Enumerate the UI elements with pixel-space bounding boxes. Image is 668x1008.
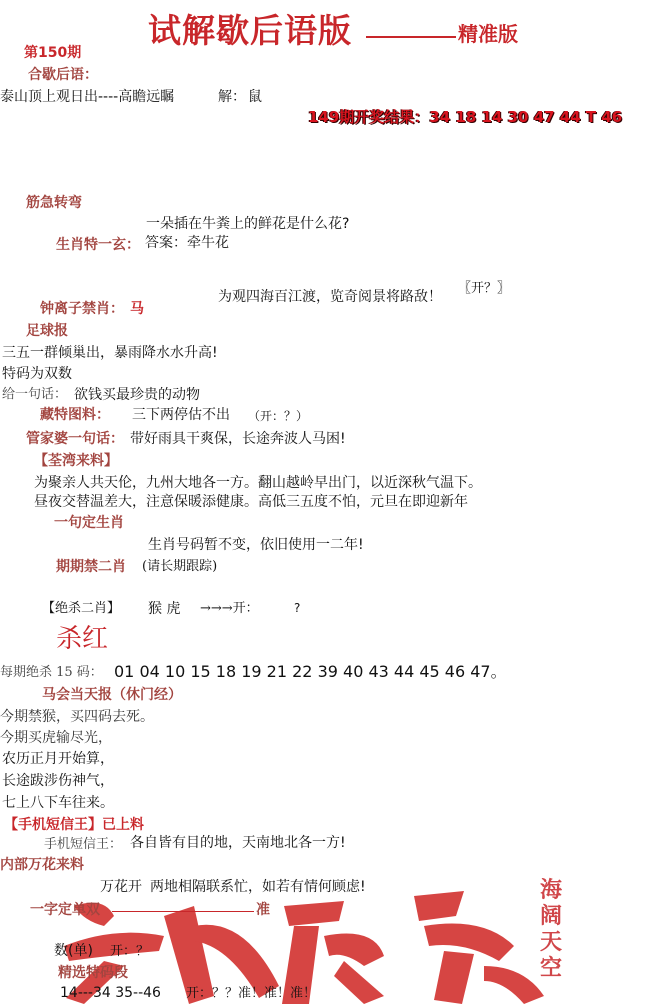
mahui-line: 长途跋涉伤神气， (2, 773, 114, 789)
guanjiapo-label: 管家婆一句话： (26, 431, 124, 447)
geiyijuhua-text: 欲钱买最珍贵的动物 (74, 387, 200, 403)
cangteliao-text: 三下两停估不出 (132, 407, 230, 423)
zuqiubao-label: 足球报 (26, 323, 68, 339)
qiqijin-note: (请长期跟踪) (142, 559, 218, 574)
issue-number: 第150期 (24, 45, 82, 61)
poem-line: 为观四海百江渡，览奇阅景将路敌！ (218, 289, 442, 305)
quanwan-line1: 为聚亲人共天伦，九州大地各一方。翻山越岭早出门，以近深秋气温下。 (34, 475, 482, 491)
naojin-label: 筋急转弯 (26, 195, 82, 211)
xiehouyu-answer-label: 解： (218, 89, 246, 105)
yijuding-text: 生肖号码暂不变，依旧使用一二年! (148, 537, 364, 553)
mahui-line: 七上八下车往来。 (2, 795, 114, 811)
xiehouyu-answer: 鼠 (248, 89, 262, 105)
zuqiubao-line2: 特码为双数 (2, 366, 72, 382)
qiqijue-numbers: 01 04 10 15 18 19 21 22 39 40 43 44 45 46 47。 (114, 662, 507, 681)
seal-char: 天 (540, 930, 563, 955)
mahui-label: 马会当天报（休门经） (42, 687, 182, 703)
seal-char: 海 (540, 878, 563, 903)
yizi-label: 一字定单双 (30, 902, 100, 918)
jueshua-question: ? (294, 601, 301, 615)
quanwan-line2: 昼夜交替温差大，注意保暖添健康。高低三五度不怕，元旦在即迎新年 (34, 494, 468, 510)
cangteliao-label: 藏特图料： (40, 407, 110, 423)
jingxuan-range: 14---34 35--46 (60, 985, 161, 1001)
guanjiapo-text: 带好雨具干爽保，长途奔波人马困! (130, 431, 346, 447)
jueshua-value: 猴 虎 (148, 601, 181, 617)
open-bracket: 〖开？〗 (458, 281, 511, 296)
neibu-text: 两地相隔联系忙，如若有情何顾虑! (150, 879, 366, 895)
yizi-divider (112, 911, 254, 912)
seal-char: 空 (540, 956, 563, 981)
naojin-answer: 答案：牵牛花 (145, 235, 229, 251)
geiyijuhua-label: 给一句话： (2, 387, 68, 402)
qiqijue-label: 每期绝杀 15 码： (0, 665, 103, 680)
mahui-line: 农历正月开始算， (2, 751, 114, 767)
jueshua-label: 【绝杀二肖】 (42, 601, 121, 616)
naojin-zodiac-label: 生肖特一玄： (56, 237, 140, 253)
shu-tail: 开：？ (110, 944, 150, 959)
mahui-line: 今期买虎输尽光， (0, 730, 112, 746)
quanwan-label: 【荃湾来料】 (34, 453, 118, 469)
shahong-heading: 杀红 (56, 624, 109, 654)
qiqijin-label: 期期禁二肖 (56, 559, 126, 575)
yijuding-label: 一句定生肖 (54, 515, 124, 531)
shu-label: 数(单) (54, 943, 93, 959)
cangteliao-tail: （开：？） (248, 409, 309, 423)
neibu-label: 内部万花来料 (0, 857, 84, 873)
shouji-prefix: 手机短信王： (44, 837, 123, 852)
title-divider (366, 18, 458, 42)
shouji-text: 各自皆有目的地，天南地北各一方! (130, 835, 346, 851)
shouji-label: 【手机短信王】已上料 (4, 817, 144, 833)
jingxuan-label: 精选特码段 (58, 965, 128, 981)
zhonglizi-value: 马 (130, 301, 144, 317)
title-suffix: 精准版 (458, 22, 518, 46)
xiehouyu-riddle: 泰山顶上观日出----高瞻远瞩 (0, 89, 175, 105)
seal-stamp (540, 878, 568, 982)
mahui-line: 今期禁猴，买四码去死。 (0, 709, 154, 725)
zuqiubao-line1: 三五一群倾巢出，暴雨降水水升高! (2, 345, 218, 361)
result-banner: 149期开奖结果：34 18 14 30 47 44 T 46 (308, 108, 623, 126)
zhonglizi-label: 钟离子禁肖： (40, 301, 124, 317)
xiehouyu-label: 合歇后语： (28, 67, 98, 83)
neibu-prefix: 万花开 (100, 879, 142, 895)
naojin-question: 一朵插在牛粪上的鲜花是什么花? (146, 216, 350, 232)
jingxuan-tail: 开：？？准！准！准！ (186, 986, 317, 1001)
jueshua-arrow: →→→开： (200, 601, 259, 616)
seal-char: 阔 (540, 904, 563, 929)
yizi-tail: 准 (256, 902, 270, 918)
page-title: 试解歇后语版 (148, 11, 352, 50)
